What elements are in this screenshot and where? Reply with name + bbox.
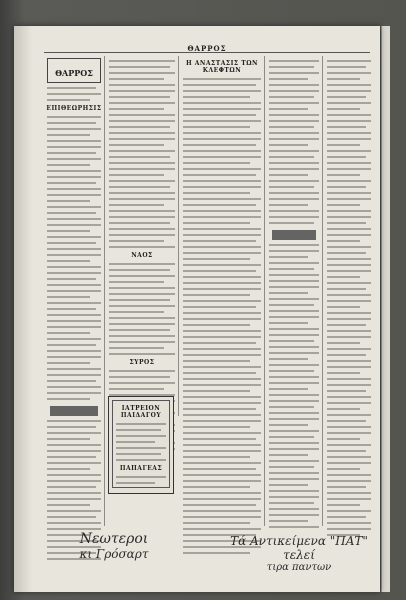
- newspaper-page: [14, 26, 380, 592]
- column-5: [324, 56, 374, 526]
- section-title: ΕΠΙΘΕΩΡΗΣΙΣ: [46, 105, 102, 112]
- dark-heading-block: [50, 406, 98, 416]
- dark-heading-block-2: [272, 230, 316, 240]
- right-block-label-2: ΣΥΡΟΣ: [129, 359, 155, 366]
- page-fold-shadow: [14, 26, 32, 592]
- bottom-right-ad-line1: Τά Αντικείμενα "ΠΑΤ" τελεί: [230, 534, 368, 562]
- page-gutter: [381, 26, 390, 592]
- bottom-right-ad-line2: τιρα παντων: [266, 562, 332, 573]
- column-2: [106, 56, 179, 416]
- advertisement-box: [108, 396, 174, 494]
- bottom-left-ad-line2: κι Γρόσαρτ: [79, 547, 149, 561]
- newspaper-title: ΘΑΡΡΟΣ: [187, 44, 227, 53]
- bottom-left-ad-line1: Νεωτεροι: [79, 531, 149, 547]
- ad-box-footer: ΠΑΠΑΓΕΑΣ: [119, 465, 163, 472]
- bottom-left-advertisement: [44, 531, 184, 561]
- ad-box-title: ΙΑΤΡΕΙΟΝ ΠΑΙΔΑΓΟΥ: [120, 405, 162, 419]
- right-block-label: ΝΑΟΣ: [131, 252, 153, 259]
- page-header: [44, 36, 370, 53]
- masthead: ΘΑΡΡΟΣ: [47, 58, 101, 83]
- column-3: [180, 56, 265, 526]
- center-column-heading: Η ΑΝΑΣΤΑΣΙΣ ΤΩΝ ΚΛΕΦΤΩΝ: [185, 60, 259, 74]
- column-1: [44, 56, 105, 526]
- bottom-right-advertisement: [214, 534, 380, 573]
- column-4: [266, 56, 323, 526]
